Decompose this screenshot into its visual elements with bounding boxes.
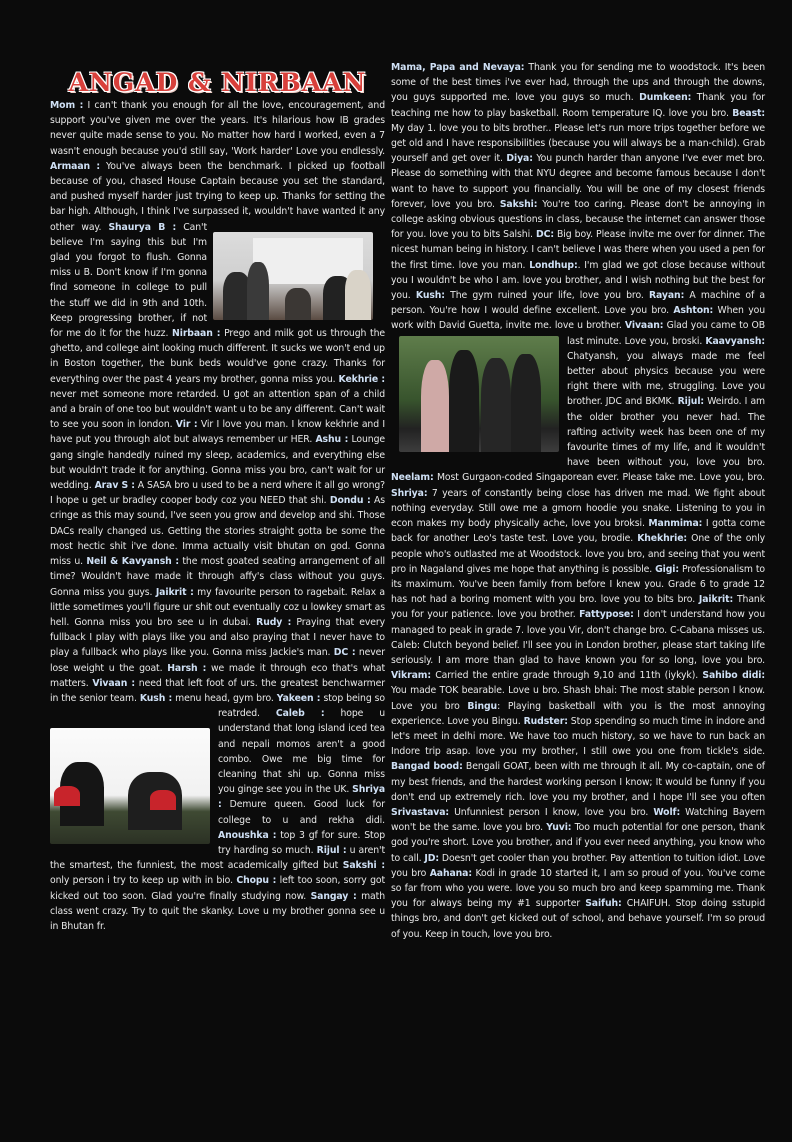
message-text: Big boy. Please invite me over for dinner. The nicest human being in history. I can't believe I was there when you used a pen for the first time. love you man.	[391, 229, 765, 271]
message-text: Prego and milk got us through the ghetto, and college aint looking much different. It sucks we won't end up in Boston together, the bunk beds would've gone crazy. Thanks for everything over the past 4 years my brother, gonna miss you.	[50, 328, 386, 385]
person-figure	[285, 288, 311, 320]
message-text: never lose weight u the goat.	[50, 647, 385, 674]
message-author: Srivastava:	[391, 806, 450, 818]
message-text: top 3 gf for sure. Stop try harding so much.	[218, 829, 385, 856]
message-author: DC:	[535, 229, 554, 241]
message-text: we made it through eco that's what matters.	[50, 662, 386, 689]
message-author: Vivaan:	[624, 320, 664, 332]
message-author: Aahana:	[429, 867, 472, 879]
message-author: Fattypose:	[579, 609, 634, 621]
message-author: Dumkeen:	[639, 92, 692, 104]
message-author: Diya:	[506, 153, 533, 165]
group-photo-classroom	[213, 232, 373, 320]
message-author: Gigi:	[655, 563, 680, 575]
message-text: my favourite person to ragebait. Relax a little sometimes you'll figure ur shit out eventually coz u lowkey smart as hell. Gonna miss you bro see u in dubai.	[50, 586, 385, 628]
right-messages	[391, 60, 765, 942]
message-author: Mom :	[50, 100, 84, 111]
message-text: Unfunniest person I know, love you bro.	[449, 806, 654, 818]
message-author: Shaurya B :	[108, 221, 177, 233]
message-text: Praying that every fullback I play with plays like you and also praying that I never have to play a fullback who plays like you. Gonna miss Jackie's man.	[50, 616, 385, 659]
message-author: Rayan:	[648, 290, 685, 302]
message-author: Rudy :	[256, 616, 292, 628]
page-title: ANGAD & NIRBAAN	[68, 68, 367, 97]
message-author: JD:	[424, 852, 439, 864]
message-author: Kaavyansh:	[705, 335, 765, 347]
message-text: Stop spending so much time in indore and let's meet in delhi more. We have too much history, so we have to run back an Indore trip asap. love you my brother, I still owe you one from tickle's side.	[391, 715, 765, 758]
message-text: My day 1. love you to bits brother.. Please let's run more trips together before we get old and I have responsibilities (because you will always be a man-child). Grab yourself and get over it.	[391, 122, 765, 165]
message-text: One of the only people who's outlasted me at Woodstock. love you bro, and seeing that you went pro in Nagaland gives me hope that anything is possible.	[391, 533, 765, 575]
message-text: stop being so reatrded.	[218, 692, 385, 720]
message-text: 7 years of constantly being close has driven me mad. We fight about nothing everyday. Still owe me a gmorn hoodie you snake. Listening to you in econ makes my body physically ache, love you broksi.	[391, 487, 765, 530]
message-text: Thank you for teaching me how to play basketball. Room temperature IQ. love you bro.	[391, 92, 765, 119]
message-text: left too soon, sorry got kicked out too soon. Glad you're finally studying now.	[50, 875, 386, 902]
right-column	[391, 60, 765, 942]
message-author: Sakshi :	[342, 860, 386, 872]
message-text: You've always been the benchmark. I picked up football because of you, chased House Captain because you set the standard, and pushed myself harder just trying to keep up. Thanks for setting the bar high. Although, I think I've surpassed it, wouldn't have wanted it any other way.	[50, 160, 385, 233]
message-text: Bengali GOAT, been with me through it all. My co-captain, one of my best friends, and the hardest working person I know; It would be funny if you don't end up extremely rich. love you my brother, and I hope I'll see you often	[391, 761, 765, 803]
message-text: Thank you for your patience. love you brother.	[391, 594, 765, 621]
message-author: Neelam:	[391, 472, 434, 484]
message-author: Chopu :	[236, 875, 277, 887]
message-author: Kekhrie :	[338, 373, 386, 385]
message-author: Yuvi:	[546, 822, 572, 834]
photo-two-boys-with-cups	[50, 728, 210, 844]
message-author: Rudster:	[523, 715, 568, 727]
message-author: Shriya :	[218, 784, 385, 811]
person-figure	[449, 350, 479, 452]
message-author: Sakshi:	[499, 198, 538, 210]
message-author: Yakeen :	[276, 692, 321, 704]
message-author: Saifuh:	[585, 898, 622, 910]
person-figure	[345, 270, 371, 320]
message-text: menu head, gym bro.	[172, 692, 277, 704]
message-author: Ashu :	[315, 434, 349, 446]
message-text: CHAIFUH. Stop doing sstupid things bro, and don't get kicked out of school, and behave yourself. I'm so proud of you. Keep in touch, love you bro.	[391, 898, 765, 940]
message-author: Kush:	[415, 290, 445, 302]
message-author: Londhup:	[529, 259, 578, 271]
message-text: Watching Bayern won't be the same. love you bro.	[391, 806, 765, 834]
message-author: Anoushka :	[218, 829, 277, 841]
message-author: Vikram:	[391, 670, 431, 682]
message-author: Sahibo didi:	[702, 670, 765, 682]
message-author: Vivaan :	[92, 677, 135, 689]
message-text: I can't thank you enough for all the love, encouragement, and support you've given me over the years. It's hilarious how IB grades never quite made sense to you. No matter how hard I worked, even a 7 wasn't enough because you'd still say, 'Work harder' Love you endlessly.	[50, 100, 386, 157]
message-text: Vir I love you man. I know kekhrie and I have put you through alot but always remember ur HER.	[50, 419, 385, 446]
message-author: Mama, Papa and Nevaya:	[391, 62, 525, 73]
message-text: Glad you came to OB last minute. Love you, broski.	[567, 320, 766, 347]
message-text: Chatyansh, you always made me feel better about physics because you were right there with me, struggling. Love you brother. JDC and BKMK.	[567, 350, 765, 408]
message-author: Rijul:	[677, 396, 705, 408]
message-author: Ashton:	[673, 305, 714, 317]
message-text: When you work with David Guetta, invite me. love u brother.	[391, 305, 765, 332]
message-author: Kush :	[139, 692, 173, 704]
message-author: Wolf:	[653, 806, 681, 818]
person-figure	[511, 354, 541, 452]
person-figure	[481, 358, 511, 452]
message-text: You punch harder than anyone I've ever met bro. Please do something with that NYU degree and become famous because I don't want to have to support you financially. You will be one of my closest friends forever, love you bro.	[391, 153, 765, 210]
message-text: Kodi in grade 10 started it, I am so proud of you. You've come so far from who you were. love you so much bro and keep spamming me. Thank you for always being my #1 supporter	[391, 867, 765, 910]
group-photo-outdoors	[399, 336, 559, 452]
message-text: only person i try to keep up with in bio.	[50, 875, 237, 887]
message-text: Carried the entire grade through 9,10 and 11th (iykyk).	[430, 670, 703, 682]
message-text: hope u understand that long island iced tea and nepali momos aren't a good combo. Owe me big time for cleaning that shi up. Gonna miss you ginge see you in the UK.	[218, 708, 385, 796]
message-text: Thank you for sending me to woodstock. It's been some of the best times i've ever had, through the ups and through the downs, you guys supported me. love you guys so much.	[391, 62, 765, 104]
message-text: the most goated seating arrangement of all time? Wouldn't have made it through affy's class without you guys. Gonna miss you guys.	[50, 556, 385, 598]
left-messages	[50, 98, 385, 934]
left-column	[50, 0, 385, 934]
message-author: Shriya:	[391, 487, 428, 499]
message-text: . I'm glad we got close because without you I wouldn't be who I am. love you brother, and I wish nothing but the best for you.	[391, 259, 765, 302]
message-text: I don't understand how you managed to peak in grade 7. love you Vir, don't change bro. C-Cabana misses us. Caleb: Clutch beyond belief. I'll see you in London brother, please start taking life seriously. I am more than glad to have known you for so long, love you bro.	[391, 609, 766, 666]
message-author: Sangay :	[310, 890, 357, 902]
message-author: Arav S :	[94, 480, 135, 492]
message-text: I gotta come back for another Leo's taste test. Love you, brodie.	[391, 518, 765, 545]
person-figure	[421, 360, 449, 452]
message-author: Nirbaan :	[172, 328, 221, 340]
message-author: DC :	[333, 647, 356, 659]
person-figure	[247, 262, 269, 320]
message-text: u aren't the smartest, the funniest, the most academically gifted but	[50, 844, 386, 872]
message-text: You made TOK bearable. Love u bro. Shash bhai: The most stable person I know. Love you bro	[391, 685, 765, 712]
message-text: Can't believe I'm saying this but I'm glad you forgot to flush. Gonna miss u B. Don't know if I'm gonna find someone in college to pull the stuff we did in 9th and 10th. Keep progressing brother, if not for me do it for the huzz.	[50, 221, 207, 340]
message-text: Lounge gang single handedly ruined my sleep, academics, and everything else but wouldn't trade it for anything. Gonna miss you bro, can't wait for ur wedding.	[50, 434, 385, 492]
person-figure	[54, 786, 80, 806]
message-author: Armaan :	[50, 160, 100, 172]
message-author: Beast:	[732, 107, 765, 119]
message-text: math class went crazy. Try to quit the skanky. Love u my brother gonna see u in Bhutan fr.	[50, 890, 385, 932]
message-author: Caleb :	[275, 708, 325, 720]
message-text: need that left foot of urs. the greatest benchwarmer in the senior team.	[50, 677, 385, 704]
message-text: The gym ruined your life, love you bro.	[444, 290, 649, 302]
message-text: Most Gurgaon-coded Singaporean ever. Please take me. Love you, bro.	[433, 472, 765, 484]
message-text: Professionalism to its maximum. You've been family from before I knew you. Grade 6 to grade 12 has not had a boring moment with you bro. love you to bits bro.	[391, 563, 765, 606]
message-author: Manmima:	[648, 518, 703, 530]
message-author: Rijul :	[316, 844, 347, 856]
message-author: Bingu	[467, 700, 498, 712]
message-author: Bangad bood:	[391, 761, 463, 773]
message-text: As cringe as this may sound, I've seen you grow and develop and shi. Those DACs really changed us. Getting the stories straight gotta be some the most hectic shit i've done. Imma actually visit bhutan on god. Gonna miss u.	[50, 495, 385, 568]
message-text: Doesn't get cooler than you brother. Pay attention to tuition idiot. Love you bro	[391, 852, 765, 879]
person-figure	[150, 790, 176, 810]
message-text: Weirdo. I am the older brother you never had. The rafting activity week has been one of my favourite times of my life, and it wouldn't have been without you, love you bro.	[567, 396, 765, 469]
message-text: never met someone more retarded. U got an attention span of a child and a brain of one too but wouldn't want u to be any different. Can't wait to see you soon in london.	[50, 388, 385, 431]
message-text: A machine of a person. You're how I would define excellent. Love you bro.	[391, 290, 765, 317]
message-author: Khekhrie:	[637, 533, 688, 545]
message-author: Neil & Kavyansh :	[86, 556, 179, 568]
message-author: Harsh :	[167, 662, 207, 674]
message-author: Jaikrit:	[698, 594, 734, 606]
message-author: Dondu :	[329, 495, 371, 507]
message-text: You're too caring. Please don't be annoying in college asking obvious questions in class, because the internet can answer those for you. love you to bits Salshi.	[391, 198, 765, 241]
message-text: A SASA bro u used to be a nerd where it all go wrong? I hope u get ur bradley cooper body coz you NEED that shi.	[50, 480, 386, 507]
message-author: Vir :	[175, 419, 198, 431]
message-author: Jaikrit :	[155, 586, 194, 598]
message-text: Too much potential for one person, thank god you're short. Love you brother, and if you ever need anything, you know who to call.	[391, 822, 765, 864]
message-text: Demure queen. Good luck for college to u and rekha didi.	[218, 799, 385, 826]
message-text: : Playing basketball with you is the most annoying experience. Love you Bingu.	[391, 700, 766, 727]
